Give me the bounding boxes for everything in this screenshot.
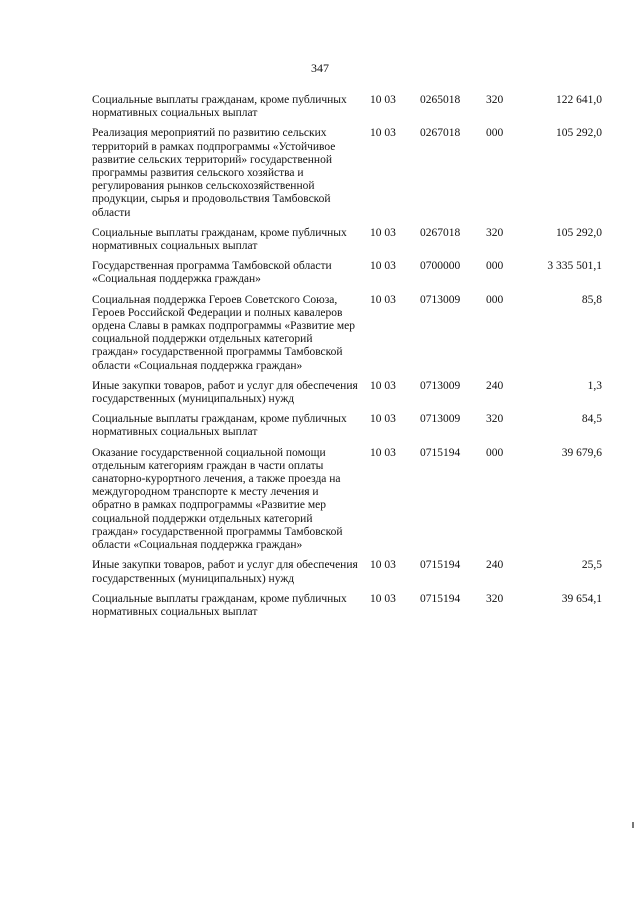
row-section: 10 03 [370,446,396,459]
table-row [92,413,602,439]
row-amount: 1,3 [587,379,602,392]
row-amount: 39 654,1 [561,592,602,605]
row-amount: 105 292,0 [556,226,602,239]
row-code: 0715194 [420,592,461,605]
table-row [92,380,602,406]
table-row [92,593,602,619]
row-section: 10 03 [370,413,396,426]
row-type: 240 [486,379,504,392]
row-code: 0700000 [420,260,461,273]
scan-mark [632,822,634,828]
row-name: Реализация мероприятий по развитию сельских территорий в рамках подпрограммы «Устойчивое развитие сельских территорий» государственной программы развития сельского хозяйства и регулирования рынков сельскохозяйственной продукции, сырья и продовольствия Тамбовской области [92,127,336,219]
row-amount: 85,8 [581,293,602,306]
row-amount: 84,5 [581,413,602,426]
table-row [92,559,602,585]
row-name: Социальные выплаты гражданам, кроме публичных нормативных социальных выплат [92,94,347,120]
row-section: 10 03 [370,559,396,572]
row-section: 10 03 [370,293,396,306]
row-type: 240 [486,559,504,572]
row-type: 320 [486,592,504,605]
row-name: Социальные выплаты гражданам, кроме публичных нормативных социальных выплат [92,226,347,253]
row-amount: 39 679,6 [561,446,602,459]
budget-table [92,94,602,626]
row-name: Иные закупки товаров, работ и услуг для обеспечения государственных (муниципальных) нужд [92,379,358,406]
row-amount: 122 641,0 [556,94,602,106]
row-type: 000 [486,446,504,459]
row-section: 10 03 [370,127,396,140]
row-amount: 105 292,0 [556,127,602,140]
row-code: 0265018 [420,94,461,106]
table-row [92,260,602,286]
row-name: Государственная программа Тамбовской области «Социальная поддержка граждан» [92,260,332,286]
row-code: 0713009 [420,413,461,426]
row-section: 10 03 [370,592,396,605]
row-amount: 25,5 [581,559,602,572]
row-name: Социальные выплаты гражданам, кроме публичных нормативных социальных выплат [92,592,347,618]
row-code: 0713009 [420,293,461,306]
row-code: 0713009 [420,379,461,392]
row-name: Оказание государственной социальной помощи отдельным категориям граждан в части оплаты санаторно-курортного лечения, а также проезда на междугородном транспорте к месту лечения и обратно в рамках подпрограммы «Развитие мер социальной поддержки отдельных категорий граждан» государственной программы Тамбовской области «Социальная поддержка граждан» [92,446,343,552]
row-code: 0715194 [420,446,461,459]
table-row [92,127,602,219]
row-amount: 3 335 501,1 [547,260,602,273]
row-code: 0267018 [420,127,461,140]
row-type: 320 [486,413,504,426]
row-section: 10 03 [370,379,396,392]
row-type: 320 [486,226,504,239]
table-row [92,447,602,553]
row-code: 0715194 [420,559,461,572]
table-row [92,227,602,253]
row-name: Социальная поддержка Героев Советского Союза, Героев Российской Федерации и полных кавалеров ордена Славы в рамках подпрограммы «Развитие мер социальной поддержки отдельных категорий граждан» государственной программы Тамбовской области «Социальная поддержка граждан» [92,293,356,372]
row-type: 000 [486,127,504,140]
row-section: 10 03 [370,260,396,273]
row-section: 10 03 [370,226,396,239]
row-name: Социальные выплаты гражданам, кроме публичных нормативных социальных выплат [92,413,347,439]
row-type: 320 [486,94,504,106]
row-type: 000 [486,260,504,273]
row-name: Иные закупки товаров, работ и услуг для обеспечения государственных (муниципальных) нужд [92,559,358,585]
row-section: 10 03 [370,94,396,106]
table-row [92,294,602,373]
table-row [92,94,602,120]
row-code: 0267018 [420,226,461,239]
row-type: 000 [486,293,504,306]
page-number: 347 [311,61,329,75]
